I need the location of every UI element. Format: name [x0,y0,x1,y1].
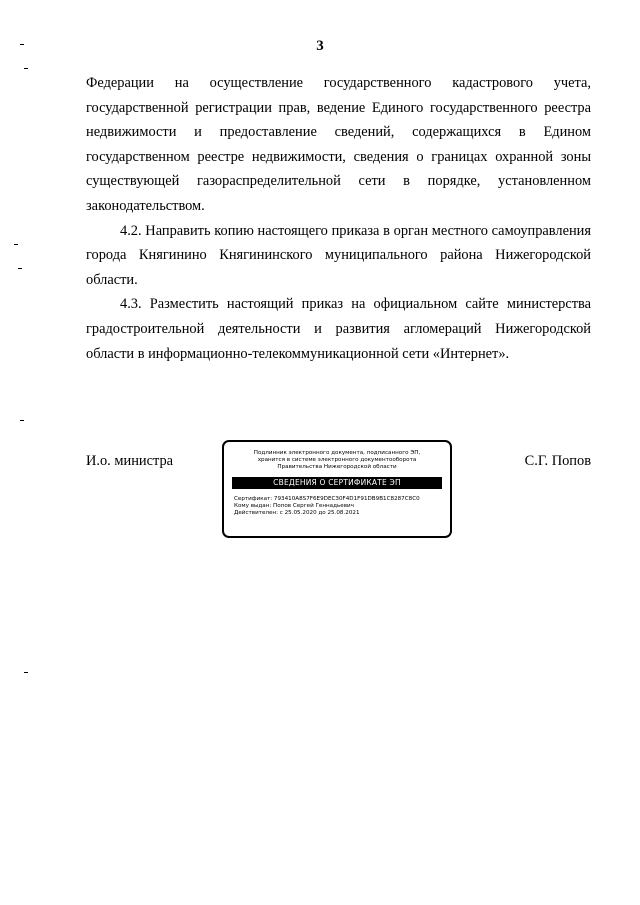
margin-mark [24,68,28,69]
certificate-banner: СВЕДЕНИЯ О СЕРТИФИКАТЕ ЭП [232,477,442,489]
paragraph-continuation: Федерации на осуществление государственного кадастрового учета, государственной регистрации прав, ведение Единого государственного реестра недвижимости и предоставление сведений, содержащихся в Едином государственном реестре недвижимости, сведения о границах охранной зоны существующей газораспределительной сети в порядке, установленном законодательством. [86,75,591,214]
certificate-header-line: Правительства Нижегородской области [277,464,397,470]
certificate-validity: Действителен: с 25.05.2020 до 25.08.2021 [234,510,360,516]
certificate-details [234,496,450,517]
margin-mark [14,244,18,245]
e-signature-certificate-stamp [222,440,452,538]
paragraph-4-3: 4.3. Разместить настоящий приказ на официальном сайте министерства градостроительной деятельности и развития агломераций Нижегородской области в информационно-телекоммуникационной сети «Интернет». [86,296,591,362]
certificate-header-line: Подлинник электронного документа, подписанного ЭП, [253,450,421,456]
signatory-name: С.Г. Попов [524,453,591,469]
paragraph-4-2: 4.2. Направить копию настоящего приказа в орган местного самоуправления города Княгинино Княгининского муниципального района Нижегородской области. [86,222,591,288]
certificate-header-line: хранится в системе электронного документооборота [257,457,417,463]
signatory-position: И.о. министра [86,453,174,469]
certificate-serial: Сертификат: 793410A8S7F6E9DEC30F4D1F91DB9B1C8287C8C0 [234,496,420,502]
document-body [86,71,591,366]
page-number: 3 [316,38,324,54]
margin-mark [18,268,22,269]
margin-mark [20,44,24,45]
margin-mark [20,420,24,421]
certificate-header [224,450,450,471]
certificate-issued-to: Кому выдан: Попов Сергей Геннадьевич [234,503,354,509]
margin-mark [24,672,28,673]
